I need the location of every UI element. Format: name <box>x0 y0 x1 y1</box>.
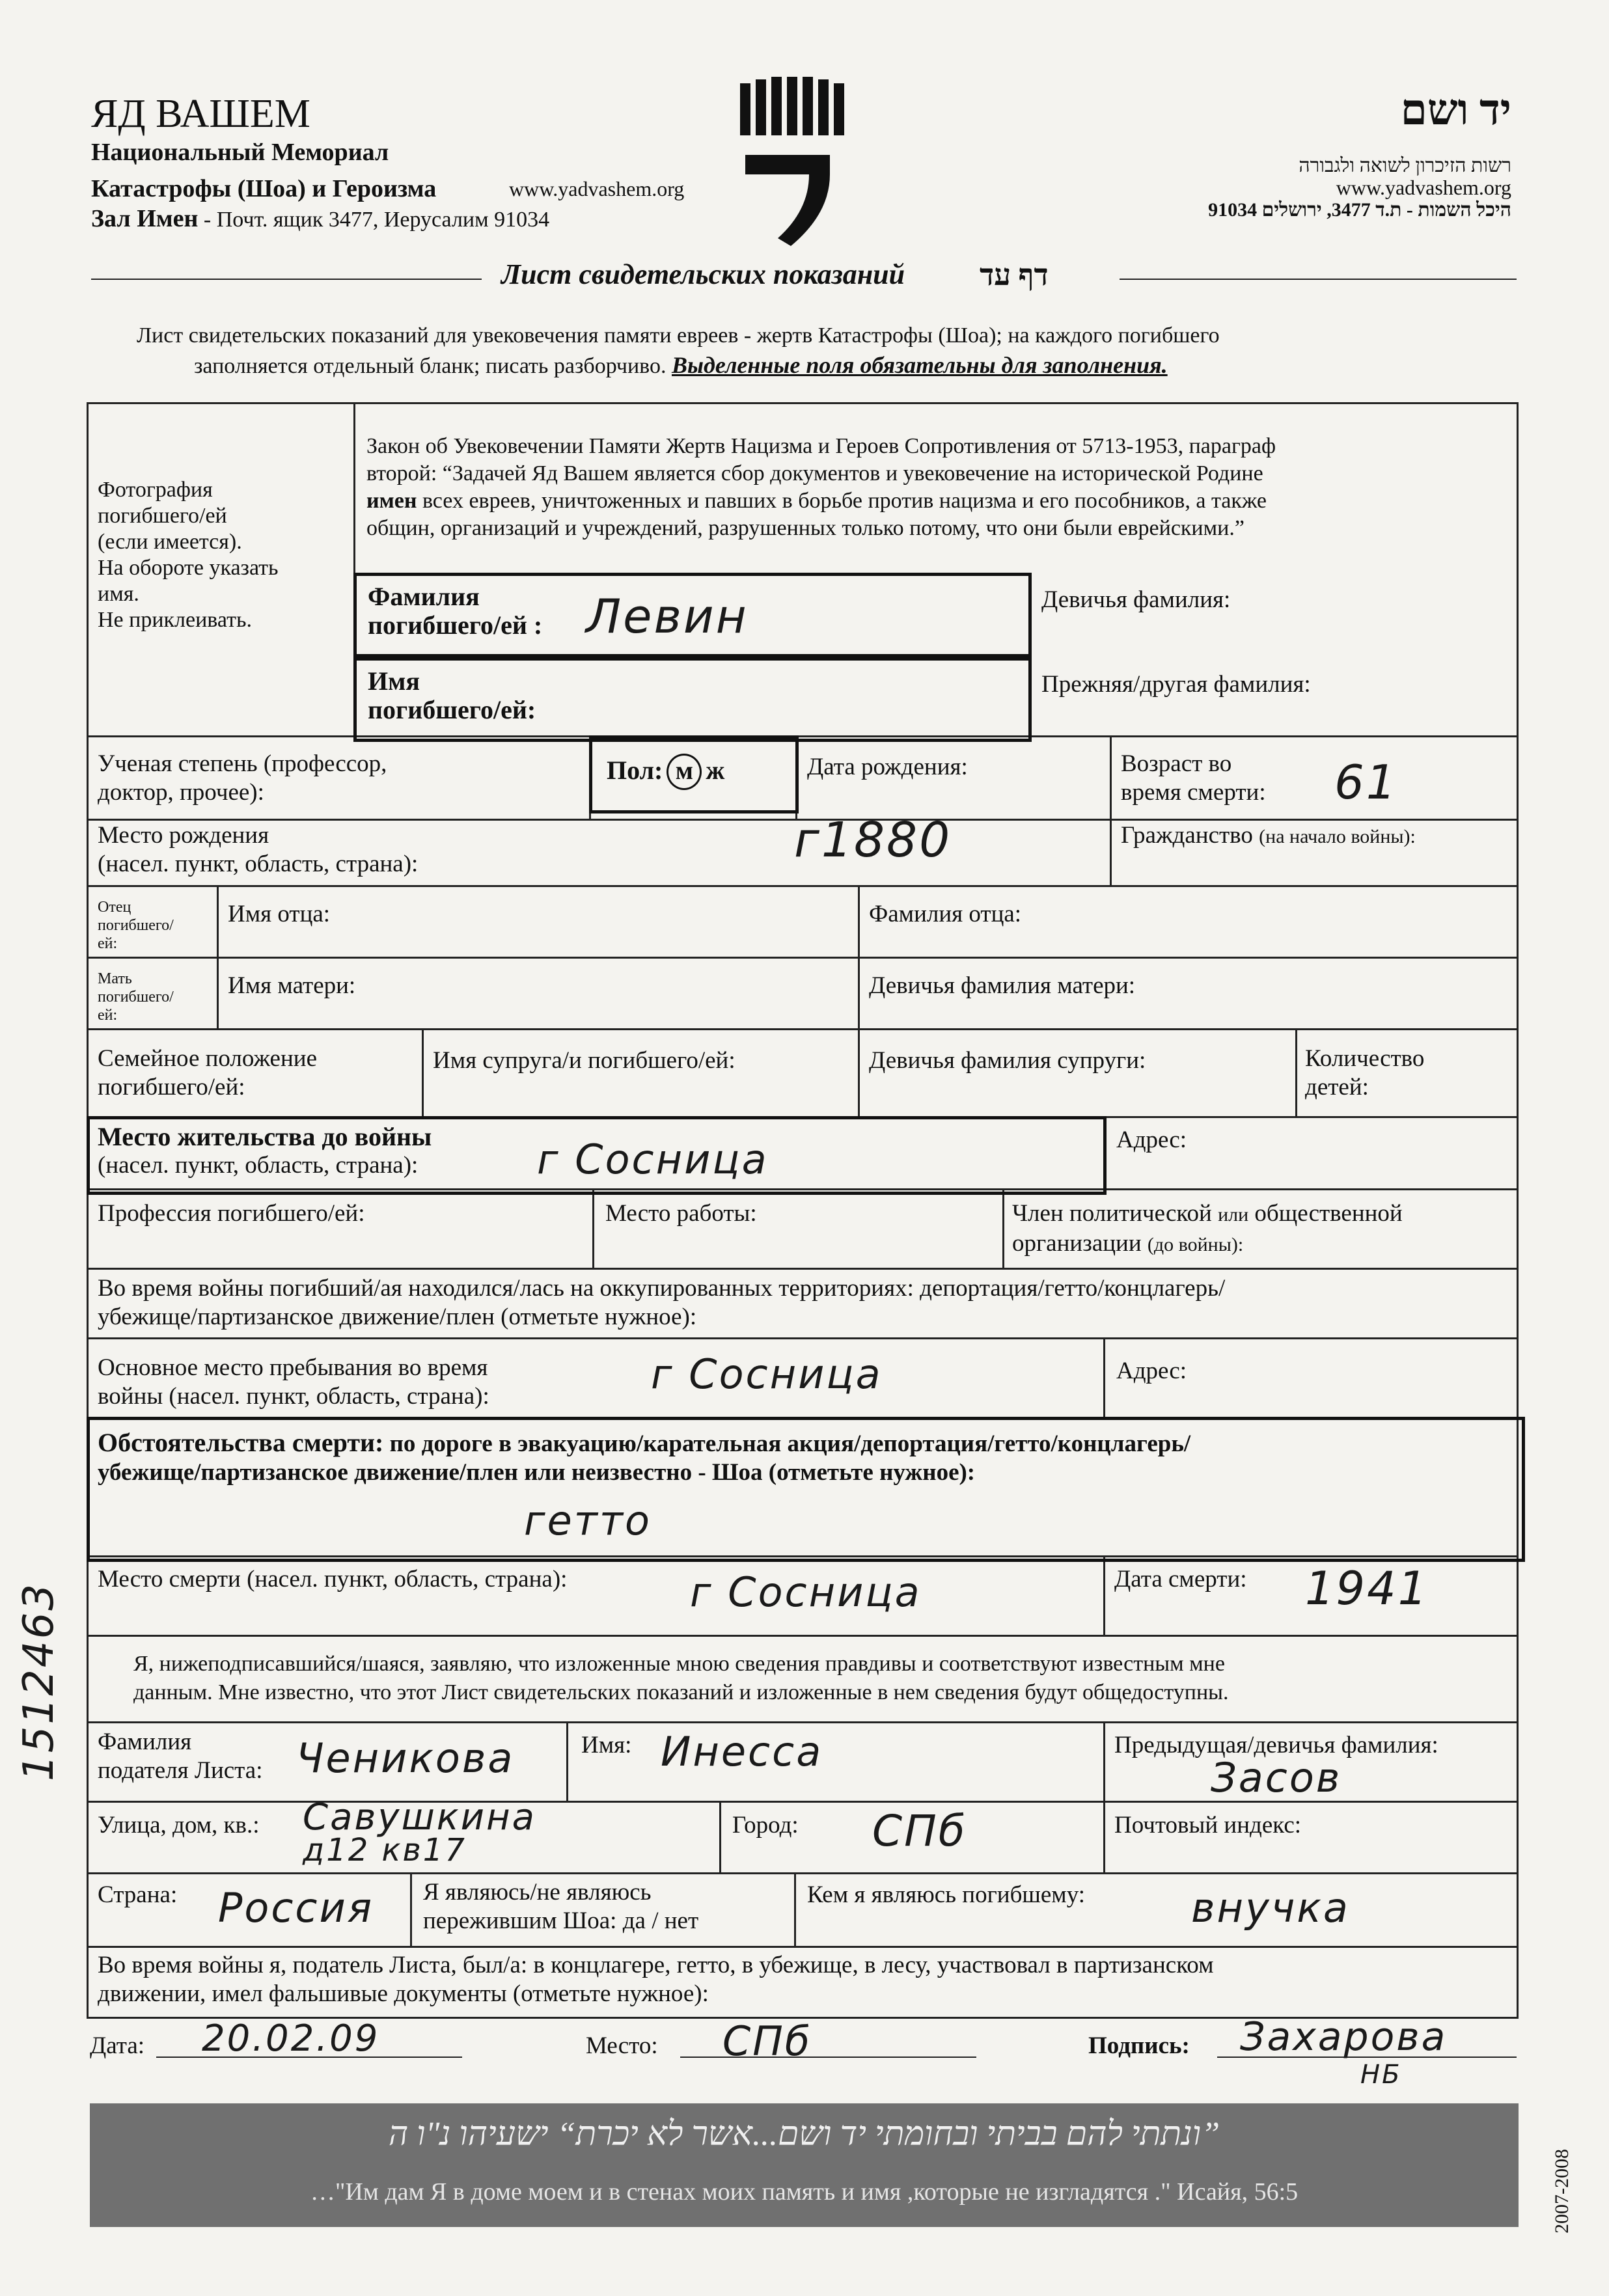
city-label: Город: <box>732 1812 799 1838</box>
submitter-name-value[interactable]: Инесса <box>661 1728 823 1775</box>
residence-l2: (насел. пункт, область, страна): <box>98 1152 419 1179</box>
circumstances-label <box>98 1428 1190 1487</box>
rule <box>87 1721 1519 1723</box>
death-place-label: Место смерти (насел. пункт, область, страна): <box>98 1566 568 1592</box>
intro-line1: Лист свидетельских показаний для увековечения памяти евреев - жертв Катастрофы (Шоа); на каждого погибшего <box>137 323 1220 348</box>
father-side-l2: погибшего/ <box>98 917 174 934</box>
rule <box>1002 1188 1004 1268</box>
member-l2 <box>1012 1229 1403 1259</box>
mother-side-l2: погибшего/ <box>98 989 174 1005</box>
signature-value[interactable]: Захарова <box>1240 2014 1448 2060</box>
member-l1a: Член политической <box>1012 1200 1212 1227</box>
memorial-line2: Катастрофы (Шоа) и Героизма <box>91 175 437 202</box>
law-l4: общин, организаций и учреждений, разрушенных только потому, что они были еврейскими.” <box>366 516 1245 540</box>
rule <box>1103 1555 1105 1635</box>
survivor-label <box>423 1878 698 1935</box>
he-line3: היכל השמות - ת.ד 3477, ירושלים 91034 <box>1208 199 1511 221</box>
birthplace-label <box>98 821 418 879</box>
rule <box>87 1268 1519 1270</box>
rule <box>422 1028 424 1116</box>
memorial-line1: Национальный Мемориал <box>91 139 389 166</box>
prev-surname-label: Предыдущая/девичья фамилия: <box>1114 1732 1438 1758</box>
submitter-wartime-label <box>98 1951 1214 2008</box>
wartime-l2: движении, имел фальшивые документы (отметьте нужное): <box>98 1980 709 2007</box>
marital-l1: Семейное положение <box>98 1045 317 1072</box>
hall-bold: Зал Имен <box>91 205 199 232</box>
residence-label <box>98 1123 432 1180</box>
place-label: Место: <box>586 2032 658 2059</box>
circ-l1 <box>98 1428 1190 1458</box>
law-l3-bold: имен <box>366 489 417 513</box>
country-value[interactable]: Россия <box>218 1884 374 1932</box>
age-value[interactable]: 61 <box>1334 755 1398 810</box>
photo-instructions <box>98 477 279 633</box>
rule <box>410 1872 412 1946</box>
date-label: Дата: <box>90 2032 145 2059</box>
address2-label: Адрес: <box>1116 1358 1187 1384</box>
death-date-label: Дата смерти: <box>1114 1566 1247 1592</box>
dob-label: Дата рождения: <box>807 754 968 780</box>
member-label <box>1012 1199 1403 1259</box>
title-rule-left <box>91 279 482 280</box>
submitter-surname-value[interactable]: Ченикова <box>296 1734 515 1782</box>
date-value[interactable]: 20.02.09 <box>202 2017 380 2060</box>
birthplace-l1: Место рождения <box>98 822 269 849</box>
rule <box>1103 1721 1105 1872</box>
residence-value[interactable]: г Сосница <box>537 1136 769 1183</box>
father-surname-label: Фамилия отца: <box>869 901 1022 927</box>
place-value[interactable]: СПб <box>722 2017 812 2065</box>
relation-value[interactable]: внучка <box>1191 1884 1350 1932</box>
workplace-label: Место работы: <box>605 1200 757 1227</box>
decl-l1: Я, нижеподписавшийся/шаяся, заявляю, что изложенные мною сведения правдивы и соответствуют известным мне <box>133 1652 1225 1676</box>
age-l2: время смерти: <box>1121 779 1266 806</box>
member-l1b: или <box>1218 1204 1249 1225</box>
street-value[interactable]: Савушкина <box>303 1796 536 1838</box>
rule <box>217 885 219 1028</box>
spouse-maiden-label: Девичья фамилия супруги: <box>869 1047 1146 1074</box>
mother-side-l3: ей: <box>98 1007 118 1024</box>
law-l3 <box>366 487 1276 515</box>
footer-quote-band <box>90 2103 1519 2227</box>
org-name-ru: ЯД ВАШЕМ <box>91 92 310 136</box>
mother-side-label <box>98 970 174 1024</box>
rule <box>566 1721 568 1801</box>
signature-label: Подпись: <box>1088 2032 1190 2059</box>
website-right[interactable]: www.yadvashem.org <box>1336 176 1511 199</box>
mother-side-l1: Мать <box>98 970 132 987</box>
first-l2: погибшего/ей: <box>368 695 536 724</box>
firstname-label <box>368 667 536 724</box>
decl-l2: данным. Мне известно, что этот Лист свидетельских показаний и изложенные в нем сведения будут общедоступны. <box>133 1680 1229 1704</box>
law-l1: Закон об Увековечении Памяти Жертв Нацизма и Героев Сопротивления от 5713-1953, параграф <box>366 434 1276 458</box>
relation-label: Кем я являюсь погибшему: <box>807 1881 1086 1908</box>
children-l2: детей: <box>1305 1074 1369 1100</box>
member-l2a: организации <box>1012 1230 1142 1257</box>
circ-l2: убежище/партизанское движение/плен или неизвестно - Шоа (отметьте нужное): <box>98 1459 976 1486</box>
member-l1c: общественной <box>1254 1200 1403 1227</box>
main-place-l1: Основное место пребывания во время <box>98 1354 488 1381</box>
main-place-label <box>98 1354 489 1411</box>
rule <box>1110 735 1112 886</box>
street-value-house[interactable]: д12 кв17 <box>303 1832 467 1868</box>
degree-l2: доктор, прочее): <box>98 779 264 806</box>
war-l1: Во время войны погибший/ая находился/лась на оккупированных территориях: депортация/гетто/концлагерь/ <box>98 1275 1226 1302</box>
rule <box>87 1872 1519 1874</box>
residence-l1: Место жительства до войны <box>98 1122 432 1151</box>
death-date-value[interactable]: 1941 <box>1305 1562 1429 1615</box>
rule <box>719 1801 721 1872</box>
photo-l6: Не приклеивать. <box>98 608 252 632</box>
postal-label: Почтовый индекс: <box>1114 1812 1302 1838</box>
surname-l2: погибшего/ей : <box>368 610 543 640</box>
footer-russian-quote: …"Им дам Я в доме моем и в стенах моих память и имя ,которые не изгладятся ." Исайя, 56:5 <box>310 2178 1299 2206</box>
age-label <box>1121 750 1266 807</box>
main-place-value[interactable]: г Сосница <box>651 1350 883 1398</box>
law-l2: второй: “Задачей Яд Вашем является сбор документов и увековечение на исторической Родине <box>366 461 1263 485</box>
circ-l1-rest: по дороге в эвакуацию/карательная акция/депортация/гетто/концлагерь/ <box>389 1430 1191 1457</box>
intro-line2 <box>194 351 1168 379</box>
member-l2b: (до войны): <box>1147 1234 1244 1255</box>
photo-l5: имя. <box>98 582 139 606</box>
citizenship-text: Гражданство <box>1121 822 1253 849</box>
other-surname-label: Прежняя/другая фамилия: <box>1041 671 1311 698</box>
member-l1 <box>1012 1199 1403 1229</box>
father-name-label: Имя отца: <box>228 901 331 927</box>
declaration-text <box>133 1650 1229 1707</box>
rule <box>794 1872 796 1946</box>
age-l1: Возраст во <box>1121 750 1232 777</box>
father-side-l1: Отец <box>98 899 131 916</box>
wartime-l1: Во время войны я, податель Листа, был/а: в концлагере, гетто, в убежище, в лесу, участвовал в партизанском <box>98 1952 1214 1978</box>
degree-l1: Ученая степень (профессор, <box>98 750 387 777</box>
war-l2: убежище/партизанское движение/плен (отметьте нужное): <box>98 1304 697 1330</box>
law-l3-rest: всех евреев, уничтоженных и павших в борьбе против нацизма и его пособников, а также <box>422 489 1267 513</box>
rule <box>87 1337 1519 1339</box>
rule <box>1103 1337 1105 1417</box>
degree-label <box>98 750 387 807</box>
rule <box>87 1635 1519 1637</box>
circumstances-value[interactable]: гетто <box>524 1497 652 1544</box>
rule <box>858 885 860 1116</box>
surname-value[interactable]: Левин <box>586 589 749 644</box>
org-name-he: יד ושם <box>1400 87 1511 134</box>
intro-required-note: Выделенные поля обязательны для заполнения. <box>672 352 1168 378</box>
yad-vashem-logo-icon <box>739 77 846 249</box>
form-title-he: דף עד <box>980 258 1049 292</box>
footer-hebrew-quote: ”ונתתי להם בביתי ובחומתי יד ושם...אשר לא יכרת“ ישעיהו נ"ו ה <box>388 2116 1220 2153</box>
father-side-l3: ей: <box>98 935 118 952</box>
rule <box>1295 1028 1297 1116</box>
hall-of-names <box>91 204 549 233</box>
country-label: Страна: <box>98 1881 178 1908</box>
maiden-name-label: Девичья фамилия: <box>1041 586 1231 613</box>
citizenship-label <box>1121 821 1416 851</box>
circ-bold: Обстоятельства смерти: <box>98 1428 384 1457</box>
death-place-value[interactable]: г Сосница <box>690 1568 922 1616</box>
photo-l1: Фотография <box>98 478 213 502</box>
first-l1: Имя <box>368 666 420 696</box>
photo-l3: (если имеется). <box>98 530 242 554</box>
survivor-l2[interactable]: пережившим Шоа: да / нет <box>423 1907 699 1934</box>
form-years: 2007-2008 <box>1551 2149 1573 2234</box>
address-label: Адрес: <box>1116 1127 1187 1153</box>
submitter-surname-label <box>98 1728 263 1785</box>
sex-label: Пол: <box>607 756 663 785</box>
sex-field[interactable] <box>607 754 724 790</box>
father-side-label <box>98 898 174 953</box>
photo-l4: На обороте указать <box>98 556 279 580</box>
birth-value[interactable]: г1880 <box>794 812 952 868</box>
website-left[interactable]: www.yadvashem.org <box>509 177 685 200</box>
rule <box>592 1188 594 1268</box>
surname-label <box>368 582 542 640</box>
mother-name-label: Имя матери: <box>228 972 356 999</box>
birthplace-l2: (насел. пункт, область, страна): <box>98 851 419 877</box>
spouse-name-label: Имя супруга/и погибшего/ей: <box>433 1047 736 1074</box>
citizenship-note: (на начало войны): <box>1259 826 1416 847</box>
main-place-l2: войны (насел. пункт, область, страна): <box>98 1383 489 1410</box>
photo-l2: погибшего/ей <box>98 504 227 528</box>
rule <box>87 1946 1519 1948</box>
city-value[interactable]: СПб <box>872 1806 967 1856</box>
rule <box>87 1028 1519 1030</box>
law-text <box>366 433 1276 542</box>
form-title: Лист свидетельских показаний <box>501 258 905 290</box>
sub-surname-l1: Фамилия <box>98 1729 192 1755</box>
rule <box>87 885 1519 887</box>
rule <box>87 957 1519 959</box>
he-line1: רשות הזיכרון לשואה ולגבורה <box>1299 155 1511 176</box>
sub-surname-l2: подателя Листа: <box>98 1757 263 1784</box>
submitter-name-label: Имя: <box>581 1732 632 1758</box>
children-l1: Количество <box>1305 1045 1425 1072</box>
survivor-l1: Я являюсь/не являюсь <box>423 1879 652 1906</box>
title-rule-right <box>1120 279 1517 280</box>
intro-line2-text: заполняется отдельный бланк; писать разборчиво. <box>194 354 667 378</box>
mother-maiden-label: Девичья фамилия матери: <box>869 972 1136 999</box>
war-status-label <box>98 1274 1225 1332</box>
prev-surname-value[interactable]: Засов <box>1211 1754 1342 1801</box>
profession-label: Профессия погибшего/ей: <box>98 1200 365 1227</box>
sex-female-option[interactable]: ж <box>706 756 725 785</box>
marital-l2: погибшего/ей: <box>98 1074 245 1100</box>
children-label <box>1305 1045 1424 1102</box>
record-number: 1512463 <box>15 1581 63 1781</box>
signature-initials: НБ <box>1360 2060 1402 2090</box>
hall-address: - Почт. ящик 3477, Иерусалим 91034 <box>203 208 550 232</box>
street-label: Улица, дом, кв.: <box>98 1812 260 1838</box>
marital-label <box>98 1045 317 1102</box>
sex-male-option[interactable]: м <box>667 754 702 790</box>
surname-l1: Фамилия <box>368 582 480 611</box>
